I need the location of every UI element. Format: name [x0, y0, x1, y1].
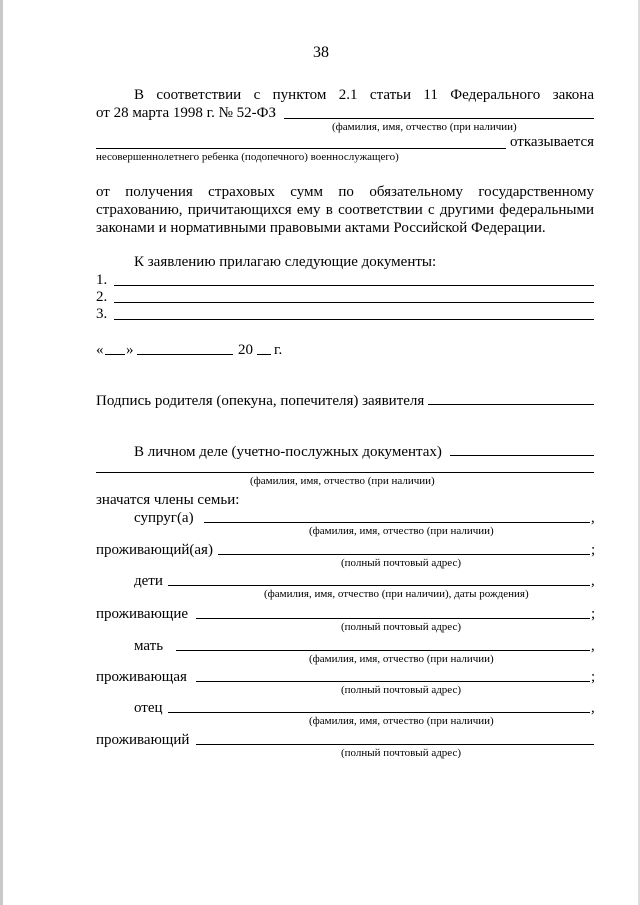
spouse-living-label: проживающий(ая) [96, 542, 213, 558]
attachment-field-3[interactable] [114, 319, 594, 320]
children-living-label: проживающие [96, 606, 189, 622]
children-comma: , [591, 573, 595, 589]
date-year-suffix: г. [274, 342, 283, 358]
mother-fio-field[interactable] [176, 650, 590, 651]
personal-file-field[interactable] [450, 455, 594, 456]
date-year-field[interactable] [257, 354, 271, 355]
father-address-caption: (полный почтовый адрес) [341, 747, 462, 759]
date-year-prefix: 20 [238, 342, 253, 358]
spouse-semicolon: ; [591, 542, 596, 558]
mother-label: мать [134, 638, 164, 654]
applicant-fio-field[interactable] [284, 118, 594, 119]
intro-line-1: В соответствии с пунктом 2.1 статьи 11 Федерального закона [134, 87, 594, 103]
mother-fio-caption: (фамилия, имя, отчество (при наличии) [309, 653, 494, 665]
children-label: дети [134, 573, 163, 589]
spouse-fio-caption: (фамилия, имя, отчество (при наличии) [309, 525, 494, 537]
date-month-field[interactable] [137, 354, 233, 355]
children-fio-caption: (фамилия, имя, отчество (при наличии), даты рождения) [264, 588, 529, 600]
page-number: 38 [313, 44, 329, 61]
father-comma: , [591, 700, 595, 716]
attachment-field-2[interactable] [114, 302, 594, 303]
children-fio-field[interactable] [168, 585, 590, 586]
father-fio-caption: (фамилия, имя, отчество (при наличии) [309, 715, 494, 727]
applicant-fio-caption: (фамилия, имя, отчество (при наличии) [332, 121, 517, 133]
father-living-label: проживающий [96, 732, 190, 748]
spouse-address-caption: (полный почтовый адрес) [341, 557, 462, 569]
spouse-fio-field[interactable] [204, 522, 590, 523]
children-address-field[interactable] [196, 618, 590, 619]
attachments-heading: К заявлению прилагаю следующие документы: [134, 254, 437, 270]
serviceman-fio-field[interactable] [96, 472, 594, 473]
spouse-label: супруг(а) [134, 510, 194, 526]
mother-address-caption: (полный почтовый адрес) [341, 684, 462, 696]
signature-label: Подпись родителя (опекуна, попечителя) заявителя [96, 393, 425, 409]
mother-comma: , [591, 638, 595, 654]
date-close-quote: » [126, 342, 134, 358]
serviceman-fio-caption: (фамилия, имя, отчество (при наличии) [250, 475, 435, 487]
attachment-number-2: 2. [96, 289, 108, 305]
attachment-number-1: 1. [96, 272, 108, 288]
personal-file-label: В личном деле (учетно-послужных документах) [134, 444, 442, 460]
mother-address-field[interactable] [196, 681, 590, 682]
spouse-address-field[interactable] [218, 554, 590, 555]
father-fio-field[interactable] [168, 712, 590, 713]
children-semicolon: ; [591, 606, 596, 622]
father-address-field[interactable] [196, 744, 594, 745]
intro-line-2: от 28 марта 1998 г. № 52-ФЗ [96, 105, 276, 121]
intro-paragraph-line-2: страхованию, причитающихся ему в соответствии с другими федеральными [96, 202, 594, 218]
date-open-quote: « [96, 342, 104, 358]
child-caption: несовершеннолетнего ребенка (подопечного) военнослужащего) [96, 151, 399, 163]
attachment-field-1[interactable] [114, 285, 594, 286]
children-address-caption: (полный почтовый адрес) [341, 621, 462, 633]
signature-field[interactable] [428, 404, 594, 405]
refuses-text: отказывается [510, 134, 595, 150]
family-heading: значатся члены семьи: [96, 492, 240, 508]
date-day-field[interactable] [105, 354, 125, 355]
intro-paragraph-line-3: законами и нормативными правовыми актами Российской Федерации. [96, 220, 546, 236]
father-label: отец [134, 700, 163, 716]
attachment-number-3: 3. [96, 306, 108, 322]
intro-paragraph-line-1: от получения страховых сумм по обязательному государственному [96, 184, 594, 200]
child-fio-field[interactable] [96, 148, 506, 149]
mother-living-label: проживающая [96, 669, 187, 685]
spouse-comma: , [591, 510, 595, 526]
mother-semicolon: ; [591, 669, 596, 685]
